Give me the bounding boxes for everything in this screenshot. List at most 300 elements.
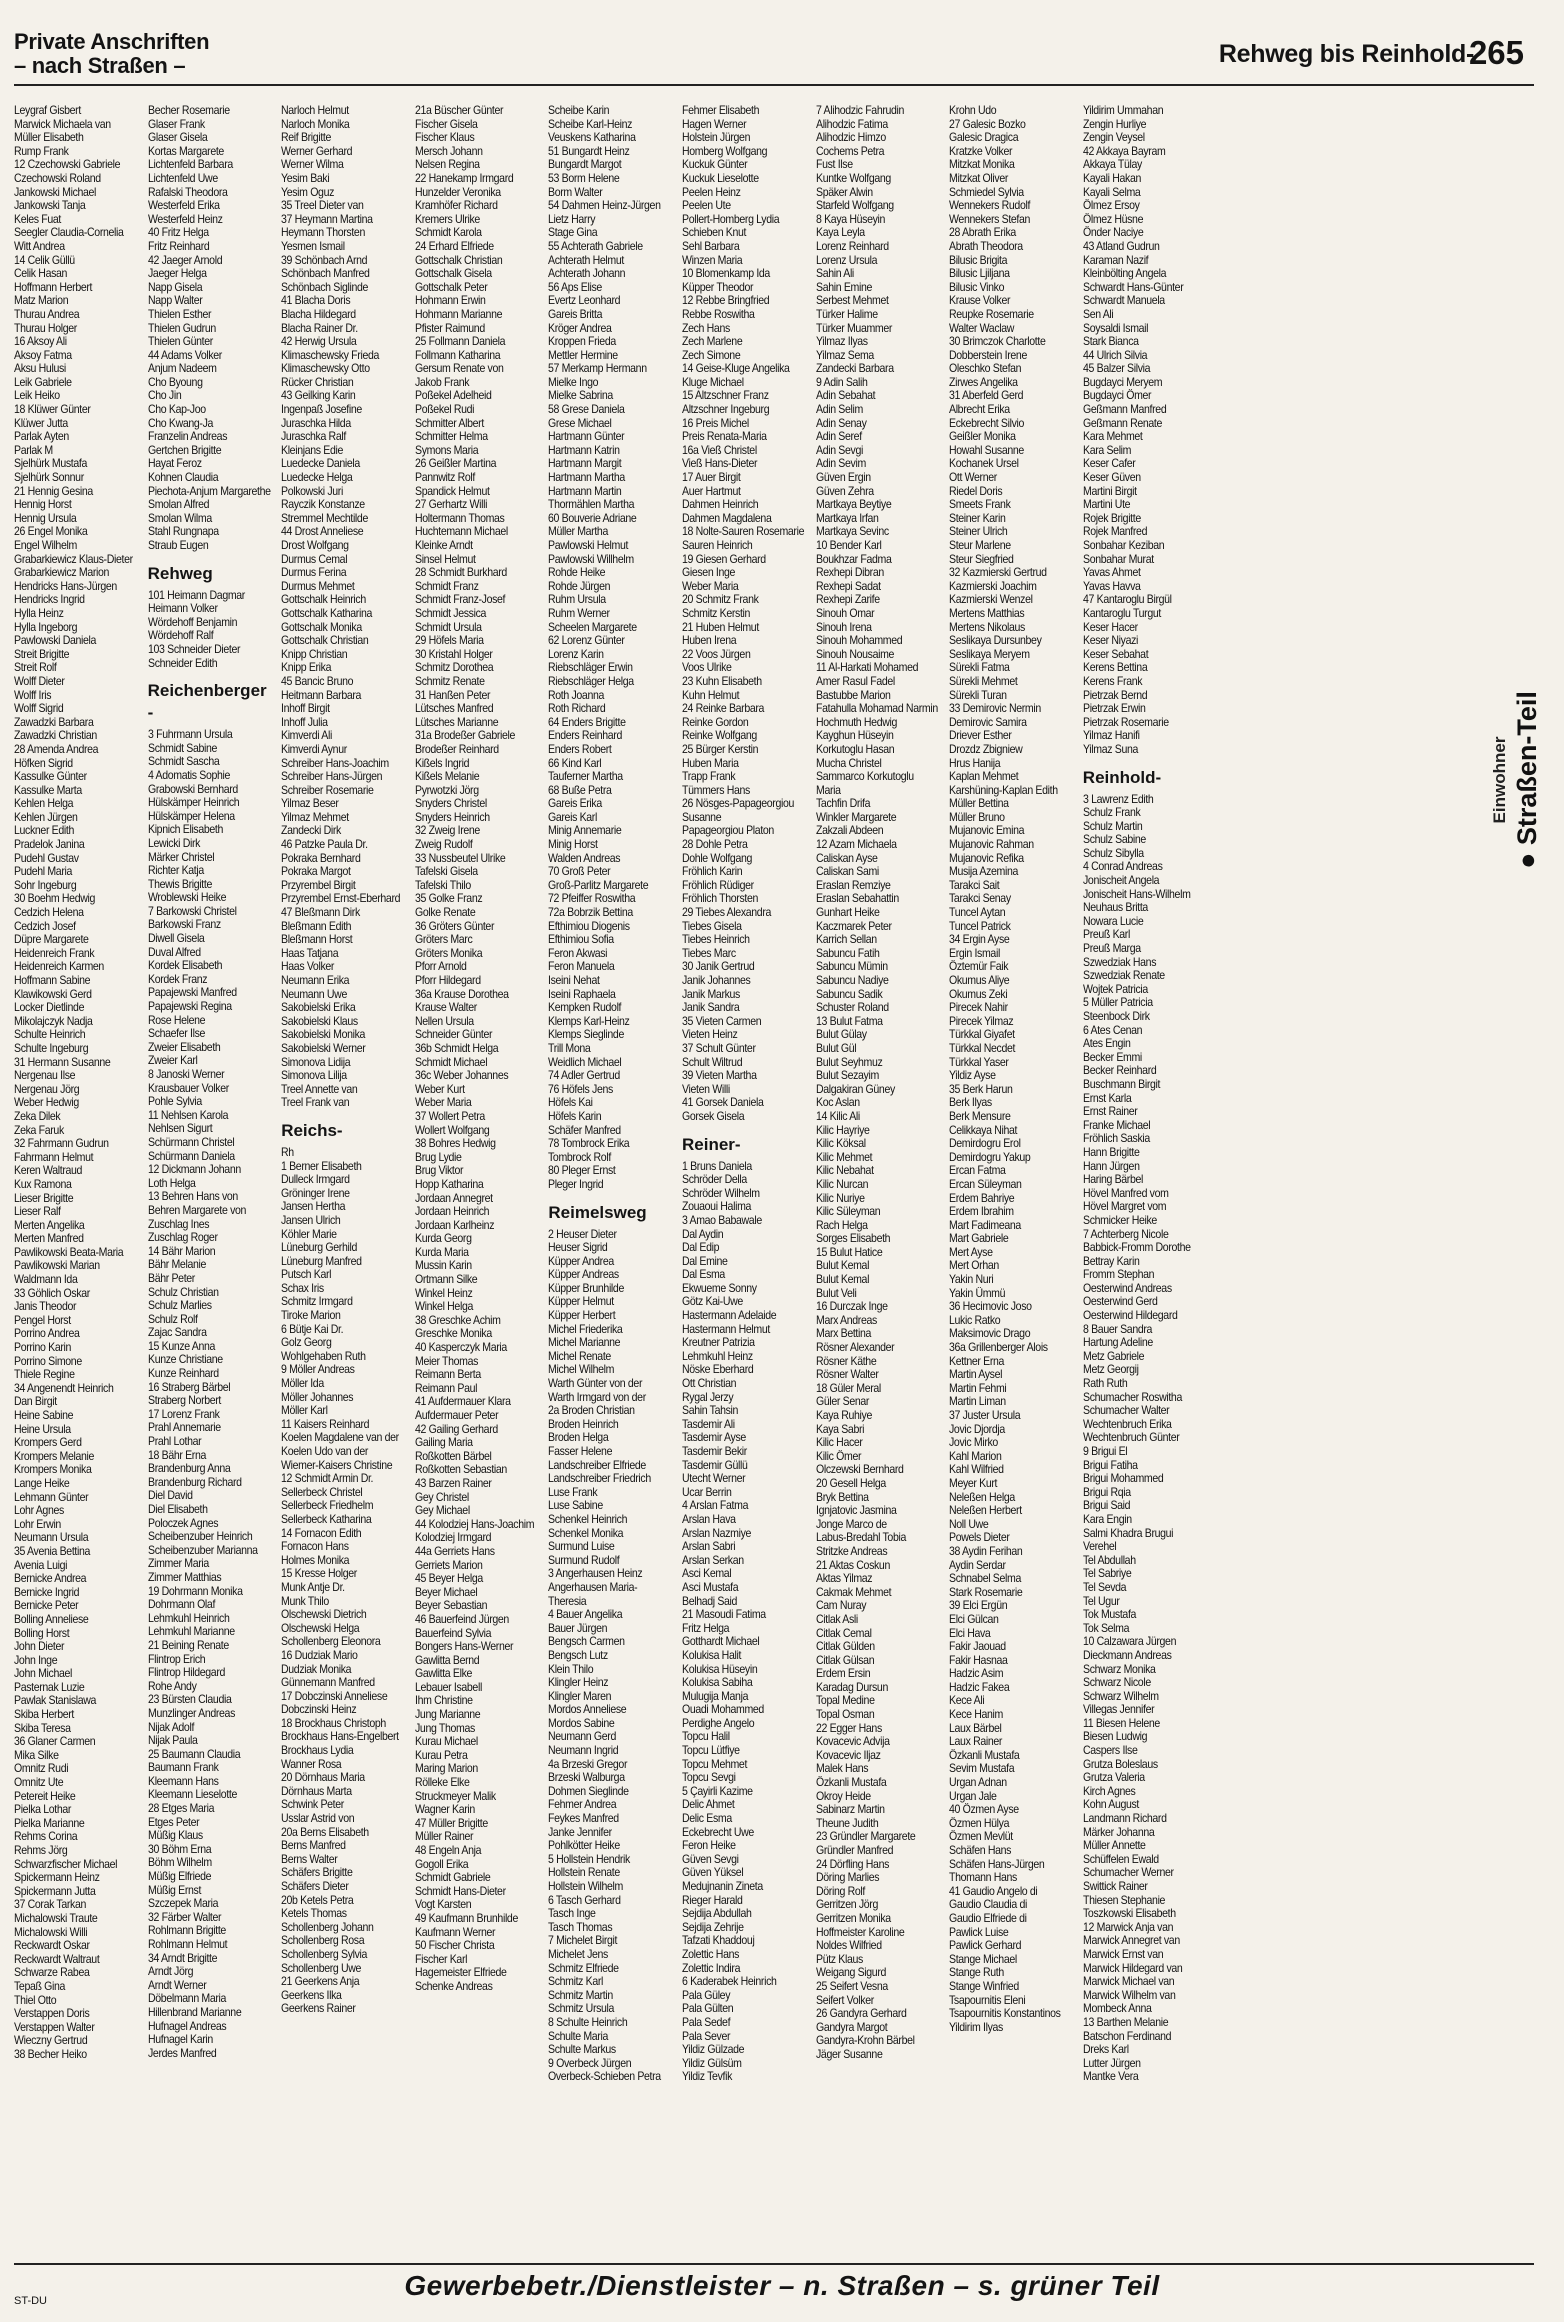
resident-entry: Pohle Sylvia [147, 1095, 202, 1109]
resident-entry: Elci Hava [949, 1626, 991, 1640]
resident-entry: Pala Güley [681, 1988, 731, 2002]
resident-entry: Broden Heinrich [548, 1417, 619, 1431]
resident-entry: Pleger Ingrid [548, 1177, 604, 1191]
resident-entry: Sauren Heinrich [681, 539, 753, 552]
resident-entry: Kerens Bettina [1082, 661, 1148, 675]
resident-entry: 34 Arndt Brigitte [147, 1951, 217, 1965]
resident-entry: Gerriets Marion [414, 1558, 483, 1572]
resident-entry: Janik Sandra [681, 1001, 740, 1015]
resident-entry: Schenkel Monika [548, 1526, 624, 1540]
resident-entry: Zeka Faruk [14, 1123, 64, 1137]
resident-entry: Rayczik Konstanze [281, 498, 366, 512]
resident-entry: Gersum Renate von [414, 362, 504, 376]
resident-entry: Mertens Matthias [949, 606, 1025, 620]
resident-entry: Tauferner Martha [548, 770, 624, 784]
resident-entry: Gaudio Claudia di [949, 1898, 1028, 1912]
resident-entry: Fromm Stephan [1082, 1268, 1154, 1282]
resident-entry: Lukic Ratko [949, 1313, 1001, 1327]
resident-entry: Feron Manuela [548, 960, 615, 974]
resident-entry: Wagner Karin [414, 1803, 475, 1817]
resident-entry: Beyer Sebastian [414, 1599, 488, 1613]
resident-entry: Sakobielski Monika [281, 1028, 366, 1042]
resident-entry: Gareis Karl [548, 810, 598, 824]
resident-entry: 30 Kristahl Holger [414, 647, 493, 661]
resident-entry: Özkanli Mustafa [815, 1776, 887, 1790]
resident-entry: Schmidt Michael [414, 1055, 487, 1069]
resident-entry: Janik Johannes [681, 974, 751, 987]
resident-entry: Schaefer Ilse [147, 1027, 205, 1041]
resident-entry: Tsapournitis Eleni [949, 1993, 1026, 2007]
resident-entry: Rösner Alexander [815, 1341, 894, 1355]
resident-entry: Arndt Jörg [147, 1965, 193, 1979]
resident-entry: 31 Aberfeld Gerd [949, 389, 1024, 403]
resident-entry: Perdighe Angelo [681, 1716, 755, 1730]
resident-entry: Grabowski Bernhard [147, 782, 238, 796]
resident-entry: Tel Sabriye [1082, 1567, 1132, 1581]
resident-entry: Zimmer Matthias [147, 1570, 221, 1584]
resident-entry: Kunze Reinhard [147, 1367, 219, 1381]
resident-entry: Schwarzfischer Michael [14, 1857, 118, 1871]
resident-entry: Sinouh Omar [815, 606, 874, 620]
resident-entry: Huben Maria [681, 756, 739, 770]
resident-entry: Hoffmann Sabine [14, 974, 91, 987]
resident-entry: Hadzic Fakea [949, 1680, 1010, 1694]
resident-entry: 78 Tombrock Erika [548, 1137, 630, 1151]
resident-entry: 3 Fuhrmann Ursula [147, 728, 233, 742]
resident-entry: Mulugija Manja [681, 1689, 749, 1703]
resident-entry: Schmitz Irmgard [281, 1295, 353, 1309]
resident-entry: Borm Walter [548, 185, 603, 199]
resident-entry: Möller Ida [281, 1377, 325, 1391]
resident-entry: Kantaroglu Turgut [1082, 606, 1161, 620]
resident-entry: Schmidt Hans-Dieter [414, 1884, 506, 1898]
resident-entry: Schmidt Sabine [147, 741, 217, 755]
resident-entry: Sonbahar Keziban [1082, 539, 1165, 552]
resident-entry: Koc Aslan [815, 1096, 860, 1110]
resident-entry: Yesim Oguz [281, 185, 335, 199]
resident-entry: Pawlowski Willhelm [548, 552, 635, 566]
resident-entry: Marwick Ernst van [1082, 1947, 1164, 1961]
resident-entry: Czechowski Roland [14, 171, 101, 185]
resident-entry: Bolling Horst [14, 1626, 70, 1640]
resident-entry: Winkel Helga [414, 1300, 473, 1314]
resident-entry: Hoffmeister Karoline [815, 1925, 905, 1939]
resident-entry: Streit Rolf [14, 661, 57, 675]
resident-entry: Kilic Nuriye [815, 1191, 865, 1205]
resident-entry: Zuschlag Ines [147, 1217, 209, 1231]
resident-entry: Rösner Walter [815, 1368, 879, 1382]
resident-entry: Nijak Adolf [147, 1720, 194, 1734]
resident-entry: Höfken Sigrid [14, 756, 73, 770]
resident-entry: Hartmann Katrin [548, 443, 621, 457]
resident-entry: Bulut Veli [815, 1286, 857, 1300]
resident-entry: Wojtek Patricia [1082, 982, 1148, 996]
resident-entry: Möller Johannes [281, 1390, 354, 1404]
resident-entry: 9 Brigui El [1082, 1445, 1128, 1458]
resident-entry: Jung Marianne [414, 1708, 481, 1722]
resident-entry: Dahmen Heinrich [681, 498, 759, 512]
resident-entry: Babbick-Fromm Dorothe [1082, 1241, 1191, 1255]
resident-entry: Gareis Britta [548, 307, 603, 321]
resident-entry: 66 Kind Karl [548, 756, 602, 770]
resident-entry: Tsapournitis Konstantinos [949, 2007, 1061, 2021]
resident-entry: Gareis Erika [548, 797, 603, 811]
resident-entry: Kolukisa Sabiha [681, 1676, 753, 1690]
resident-entry: Janis Theodor [14, 1300, 77, 1314]
resident-entry: Zawadzki Christian [14, 729, 97, 743]
resident-entry: Luckner Edith [14, 824, 75, 838]
resident-entry: 43 Barzen Rainer [414, 1476, 492, 1490]
resident-entry: Jäger Susanne [815, 2047, 883, 2061]
resident-entry: Holmes Monika [281, 1553, 350, 1567]
resident-entry: Stange Michael [949, 1952, 1018, 1966]
resident-entry: 3 Amao Babawale [681, 1213, 762, 1227]
resident-entry: 41 Gaudio Angelo di [949, 1884, 1038, 1898]
resident-entry: Dobczinski Heinz [281, 1703, 357, 1717]
resident-entry: Stark Bianca [1082, 335, 1139, 349]
resident-entry: Omnitz Rudi [14, 1762, 69, 1776]
resident-entry: Kilic Hayriye [815, 1123, 870, 1137]
resident-entry: 3 Lawrenz Edith [1082, 792, 1154, 806]
resident-entry: Jordaan Karlheinz [414, 1218, 494, 1232]
resident-entry: Gerritzen Monika [815, 1911, 891, 1925]
resident-entry: Maria [815, 783, 841, 797]
resident-entry: Hastermann Helmut [681, 1322, 770, 1336]
resident-entry: Przyrembel Ernst-Eberhard [281, 892, 401, 906]
resident-entry: 13 Barthen Melanie [1082, 2015, 1169, 2029]
resident-entry: Asci Mustafa [681, 1580, 739, 1594]
resident-entry: Hann Brigitte [1082, 1145, 1140, 1159]
resident-entry: Caliskan Ayse [815, 851, 878, 865]
resident-entry: Riedel Doris [949, 484, 1003, 498]
resident-entry: Olczewski Bernhard [815, 1463, 904, 1477]
resident-entry: Golke Renate [414, 906, 476, 920]
directory-column [949, 104, 1077, 2262]
resident-entry: Verstappen Walter [14, 2020, 95, 2034]
resident-entry: Hendricks Ingrid [14, 593, 85, 607]
resident-entry: Hülskämper Helena [147, 809, 235, 823]
resident-entry: 44 Kolodziej Hans-Joachim [414, 1517, 534, 1531]
resident-entry: Topal Medine [815, 1694, 875, 1708]
resident-entry: 42 Gailing Gerhard [414, 1422, 498, 1436]
resident-entry: Mordos Anneliese [548, 1703, 627, 1717]
resident-entry: Cho Byoung [147, 375, 203, 389]
resident-entry: Hastermann Adelaide [681, 1309, 777, 1323]
resident-entry: 16 Dudziak Mario [281, 1648, 358, 1662]
resident-entry: Pokraka Margot [281, 865, 351, 879]
resident-entry: Neumann Uwe [281, 987, 348, 1001]
resident-entry: Keser Hacer [1082, 620, 1138, 634]
resident-entry: Arslan Serkan [681, 1553, 744, 1567]
resident-entry: Martini Birgit [1082, 484, 1137, 498]
resident-entry: Jovic Djordja [949, 1422, 1006, 1436]
resident-entry: Cam Nuray [815, 1599, 866, 1613]
resident-entry: Treel Annette van [281, 1082, 358, 1096]
resident-entry: Tiebes Marc [681, 946, 736, 960]
resident-entry: Eckebrecht Uwe [681, 1825, 754, 1839]
resident-entry: Kerens Frank [1082, 674, 1142, 688]
resident-entry: Grutza Valeria [1082, 1771, 1145, 1785]
resident-entry: Diwell Gisela [147, 932, 205, 946]
resident-entry: 29 Tiebes Alexandra [681, 906, 772, 920]
resident-entry: Demirovic Samira [949, 715, 1027, 729]
resident-entry: Ercan Fatma [949, 1164, 1006, 1178]
resident-entry: Demirdogru Yakup [949, 1150, 1031, 1164]
resident-entry: Marwick Hildegard van [1082, 1961, 1183, 1975]
resident-entry: Citlak Cemal [815, 1626, 872, 1640]
resident-entry: 43 Geilking Karin [281, 389, 356, 403]
resident-entry: Sahin Tahsin [681, 1404, 739, 1418]
resident-entry: Rohlmann Brigitte [147, 1924, 226, 1938]
resident-entry: Tepaß Gina [14, 1979, 66, 1993]
resident-entry: Kremers Ulrike [414, 212, 480, 226]
resident-entry: Lütsches Manfred [414, 702, 494, 716]
resident-entry: 55 Achterath Gabriele [548, 239, 644, 253]
resident-entry: Flintrop Hildegard [147, 1666, 225, 1680]
resident-entry: Kleemann Hans [147, 1774, 219, 1788]
resident-entry: Mersch Johann [414, 144, 483, 158]
resident-entry: Geßmann Renate [1082, 416, 1162, 430]
resident-entry: 19 Dohrmann Monika [147, 1584, 243, 1598]
resident-entry: Tasdemir Güllü [681, 1458, 748, 1472]
resident-entry: Steur Siegfried [949, 552, 1014, 566]
resident-entry: Pawlikowski Beata-Maria [14, 1245, 124, 1259]
resident-entry: Feykes Manfred [548, 1812, 620, 1826]
resident-entry: Kurau Petra [414, 1748, 468, 1762]
resident-entry: Bulut Gülay [815, 1028, 867, 1042]
resident-entry: Thiele Regine [14, 1368, 75, 1382]
resident-entry: Bulut Gül [815, 1041, 856, 1055]
resident-entry: Schmidt Jessica [414, 606, 486, 620]
resident-entry: Waldmann Ida [14, 1273, 78, 1287]
resident-entry: Gailing Maria [414, 1436, 473, 1450]
resident-entry: Verstappen Doris [14, 2007, 90, 2021]
resident-entry: Lutter Jürgen [1082, 2056, 1141, 2070]
resident-entry: Fakir Hasnaa [949, 1653, 1008, 1667]
resident-entry: Delic Esma [681, 1812, 732, 1826]
resident-entry: Kirch Agnes [1082, 1784, 1136, 1798]
resident-entry: 13 Behren Hans von [147, 1190, 238, 1204]
resident-entry: Öztemür Faik [949, 960, 1009, 974]
resident-entry: Leik Gabriele [14, 375, 72, 389]
resident-entry: Utecht Werner [681, 1472, 746, 1486]
resident-entry: Reinke Wolfgang [681, 729, 757, 743]
resident-entry: Yakin Nuri [949, 1273, 994, 1287]
resident-entry: Pforr Arnold [414, 960, 467, 974]
resident-entry: 14 Celik Güllü [14, 253, 75, 267]
resident-entry: Dal Aydin [681, 1227, 724, 1241]
resident-entry: Sehl Barbara [681, 239, 740, 253]
resident-entry: Landschreiber Elfriede [548, 1458, 647, 1472]
resident-entry: Pudehl Gustav [14, 851, 79, 865]
resident-entry: 13 Bulut Fatma [815, 1014, 883, 1028]
resident-entry: Hendricks Hans-Jürgen [14, 579, 117, 593]
resident-entry: Adin Sevim [815, 457, 866, 471]
resident-entry: 41 Blacha Doris [281, 294, 351, 308]
resident-entry: 42 Akkaya Bayram [1082, 144, 1166, 158]
resident-entry: Keren Waltraud [14, 1164, 83, 1178]
resident-entry: Preuß Marga [1082, 942, 1141, 956]
resident-entry: Sinouh Mohammed [815, 634, 902, 648]
resident-entry: Jakob Frank [414, 375, 470, 389]
resident-entry: Narloch Helmut [281, 104, 350, 117]
resident-entry: Oesterwind Andreas [1082, 1281, 1172, 1295]
resident-entry: Lebauer Isabell [414, 1680, 482, 1694]
resident-entry: Ortmann Silke [414, 1273, 478, 1287]
resident-entry: Maring Marion [414, 1762, 478, 1776]
resident-entry: Swittick Rainer [1082, 1880, 1148, 1893]
resident-entry: Bernicke Ingrid [14, 1585, 80, 1599]
resident-entry: Stritzke Andreas [815, 1544, 887, 1558]
resident-entry: Ruhm Werner [548, 606, 611, 620]
resident-entry: 36c Weber Johannes [414, 1069, 509, 1083]
resident-entry: Schult Wiltrud [681, 1055, 743, 1069]
resident-entry: Maksimovic Drago [949, 1327, 1031, 1341]
resident-entry: Schieben Knut [681, 226, 747, 240]
resident-entry: Brandenburg Anna [147, 1462, 231, 1476]
resident-entry: Bernicke Peter [14, 1599, 79, 1613]
resident-entry: Krause Walter [414, 1001, 477, 1015]
resident-entry: Sinouh Irena [815, 620, 872, 634]
resident-entry: Citlak Asli [815, 1612, 858, 1626]
resident-entry: Aksoy Fatma [14, 348, 72, 362]
resident-entry: 36 Glaner Carmen [14, 1735, 96, 1749]
resident-entry: Enders Reinhard [548, 729, 623, 743]
resident-entry: Poßekel Adelheid [414, 389, 492, 403]
resident-entry: 18 Klüwer Günter [14, 403, 91, 417]
resident-entry: 23 Gründler Margarete [815, 1830, 916, 1844]
resident-entry: Schmitz Renate [414, 674, 485, 688]
resident-entry: Sürekli Fatma [949, 661, 1010, 675]
resident-entry: Gawlitta Elke [414, 1667, 472, 1681]
resident-entry: Lieser Ralf [14, 1205, 61, 1219]
resident-entry: Soysaldi Ismail [1082, 321, 1148, 335]
resident-entry: Thewis Brigitte [147, 877, 212, 891]
resident-entry: Müller Bruno [949, 810, 1005, 824]
resident-entry: Hohmann Erwin [414, 294, 486, 308]
resident-entry: Pawlowski Helmut [548, 539, 629, 552]
resident-entry: 12 Marwick Anja van [1082, 1920, 1173, 1934]
resident-entry: Zandecki Barbara [815, 362, 894, 376]
resident-entry: Marwick Michael van [1082, 1975, 1175, 1989]
resident-entry: 7 Barkowski Christel [147, 904, 237, 918]
resident-entry: Brigui Rqia [1082, 1485, 1131, 1499]
resident-entry: Neuhaus Britta [1082, 901, 1148, 915]
resident-entry: Omnitz Ute [14, 1776, 64, 1790]
resident-entry: Kempken Rudolf [548, 1001, 622, 1015]
resident-entry: Pielka Lothar [14, 1803, 72, 1817]
resident-entry: Eraslan Sebahattin [815, 892, 899, 906]
resident-entry: 23 Bürsten Claudia [147, 1693, 232, 1707]
resident-entry: Reimann Paul [414, 1381, 477, 1395]
resident-entry: 21a Büscher Günter [414, 104, 503, 117]
resident-entry: Berns Walter [281, 1852, 338, 1866]
resident-entry: Ruhm Ursula [548, 593, 607, 607]
resident-entry: Porrino Andrea [14, 1327, 80, 1341]
resident-entry: Schäfers Dieter [281, 1880, 349, 1893]
resident-entry: 42 Herwig Ursula [281, 335, 357, 349]
resident-entry: Akkaya Tülay [1082, 158, 1142, 172]
resident-entry: Hagen Werner [681, 117, 747, 131]
resident-entry: Gandyra-Krohn Bärbel [815, 2034, 915, 2048]
resident-entry: Martkaya Irfan [815, 511, 879, 525]
resident-entry: 10 Bender Karl [815, 539, 882, 552]
resident-entry: Hartmann Martha [548, 471, 626, 485]
resident-entry: Abrath Theodora [949, 239, 1023, 253]
resident-entry: Tarakci Sait [949, 878, 1000, 892]
resident-entry: Martin Liman [949, 1395, 1007, 1409]
resident-entry: Mombeck Anna [1082, 2002, 1152, 2016]
resident-entry: Munk Thilo [281, 1594, 330, 1608]
resident-entry: Fischer Karl [414, 1952, 467, 1966]
resident-entry: Michalowski Traute [14, 1911, 98, 1925]
resident-entry: Gröters Marc [414, 933, 473, 947]
directory-column [548, 104, 676, 2262]
resident-entry: Nöske Eberhard [681, 1363, 754, 1377]
resident-entry: Feron Akwasi [548, 946, 608, 960]
resident-entry: Kuntke Wolfgang [815, 171, 891, 185]
resident-entry: 8 Janoski Werner [147, 1068, 224, 1081]
resident-entry: 8 Kaya Hüseyin [815, 212, 885, 226]
resident-entry: Holtermann Thomas [414, 511, 505, 525]
resident-entry: Yilmaz Ilyas [815, 335, 868, 349]
resident-entry: Steiner Ulrich [949, 525, 1008, 539]
resident-entry: Schollenberg Johann [281, 1920, 374, 1934]
resident-entry: Kara Mehmet [1082, 430, 1143, 444]
resident-entry: Schumacher Walter [1082, 1404, 1170, 1418]
resident-entry: Lewicki Dirk [147, 836, 200, 850]
resident-entry: Wroblewski Heike [147, 891, 226, 905]
resident-entry: 80 Pleger Ernst [548, 1164, 616, 1178]
resident-entry: Yilmaz Mehmet [281, 810, 349, 824]
resident-entry: Weber Maria [414, 1096, 472, 1110]
resident-entry: Klimaschewsky Frieda [281, 348, 380, 362]
resident-entry: Krohn Udo [949, 104, 997, 117]
resident-entry: Ignjatovic Jasmina [815, 1504, 897, 1518]
resident-entry: Steur Marlene [949, 539, 1011, 552]
resident-entry: Müller Bettina [949, 797, 1009, 811]
resident-entry: Bongers Hans-Werner [414, 1640, 513, 1654]
resident-entry: 14 Kilic Ali [815, 1109, 860, 1123]
resident-entry: Güven Sevgi [681, 1852, 739, 1866]
resident-entry: Skiba Teresa [14, 1721, 71, 1735]
resident-entry: Toszkowski Elisabeth [1082, 1907, 1176, 1921]
resident-entry: Kara Engin [1082, 1512, 1132, 1526]
resident-entry: 17 Dobczinski Anneliese [281, 1689, 388, 1703]
resident-entry: Schulz Martin [1082, 819, 1143, 833]
resident-entry: Michel Wilhelm [548, 1363, 615, 1377]
resident-entry: Gottschalk Gisela [414, 267, 492, 281]
resident-entry: Yildiz Ayse [949, 1069, 996, 1083]
resident-entry: Haas Volker [281, 960, 335, 974]
resident-entry: Schollenberg Eleonora [281, 1635, 381, 1649]
resident-entry: Weber Kurt [414, 1082, 465, 1096]
resident-entry: Tasdemir Bekir [681, 1445, 747, 1458]
resident-entry: 51 Bungardt Heinz [548, 144, 630, 158]
resident-entry: Müller Rainer [414, 1830, 474, 1844]
resident-entry: Koelen Udo van der [281, 1445, 369, 1458]
resident-entry: Mucha Christel [815, 756, 882, 770]
resident-entry: Küpper Helmut [548, 1295, 615, 1309]
resident-entry: Sakobielski Klaus [281, 1014, 358, 1028]
resident-entry: Gerritzen Jörg [815, 1898, 878, 1912]
resident-entry: Schreiber Hans-Jürgen [281, 770, 383, 784]
resident-entry: Steiner Karin [949, 511, 1006, 525]
resident-entry: Lehmkuhl Marianne [147, 1625, 235, 1639]
resident-entry: Greschke Monika [414, 1327, 492, 1341]
resident-entry: Kleinbölting Angela [1082, 267, 1166, 281]
resident-entry: Luedecke Daniela [281, 457, 361, 471]
